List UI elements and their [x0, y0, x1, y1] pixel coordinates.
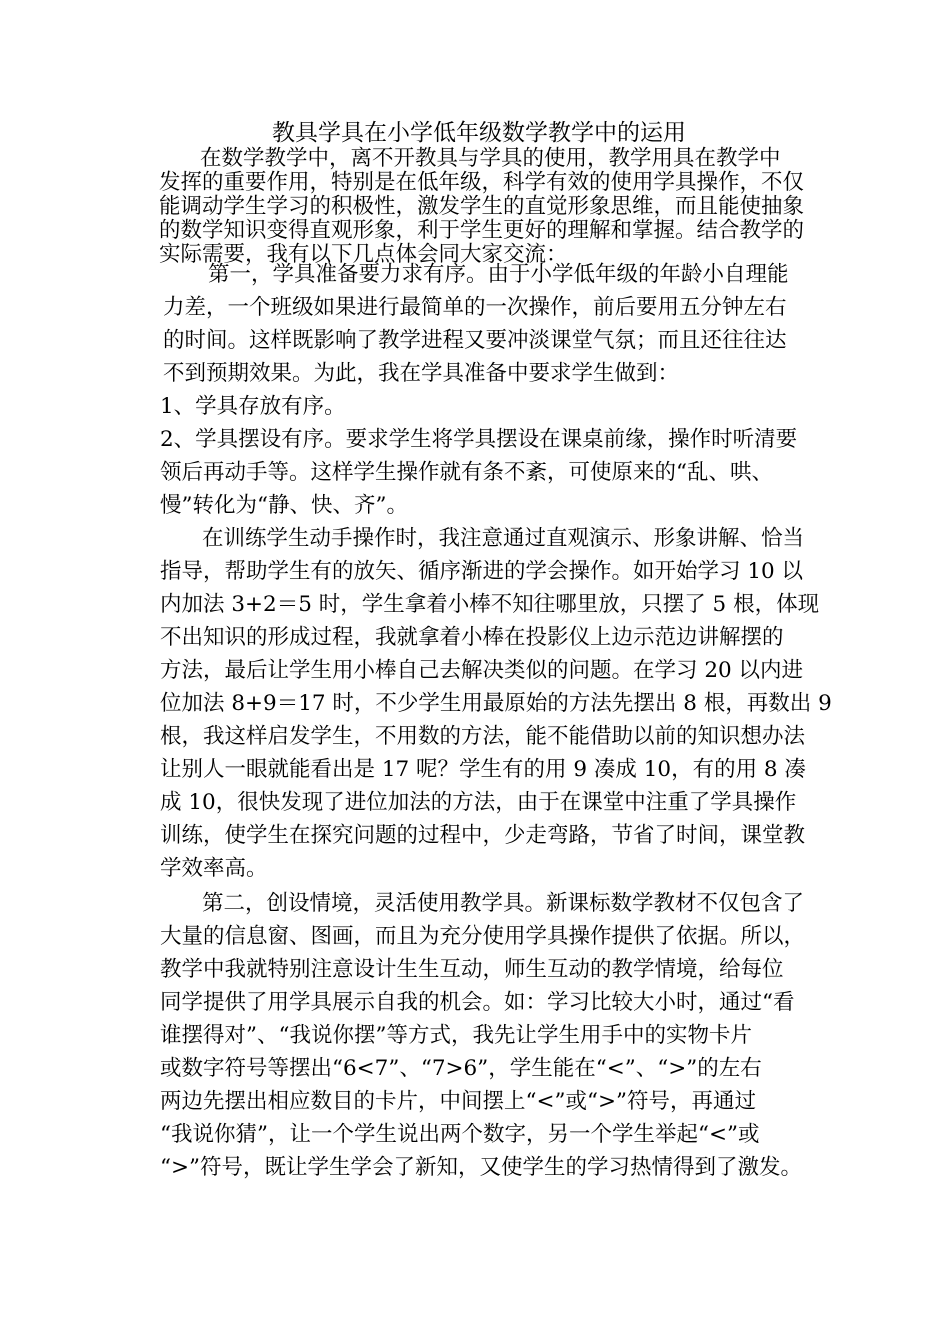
text-line: 实际需要，我有以下几点体会同大家交流： [159, 242, 568, 267]
text-line: 发挥的重要作用，特别是在低年级，科学有效的使用学具操作，不仅 [159, 170, 805, 195]
text-line: 的时间。这样既影响了教学进程又要冲淡课堂气氛；而且还往往达 [163, 328, 787, 353]
text-line: 或数字符号等摆出“6<7”、“7>6”，学生能在“<”、“>”的左右 [160, 1056, 762, 1081]
text-line: 教学中我就特别注意设计生生互动，师生互动的教学情境，给每位 [160, 957, 784, 982]
text-line: 位加法 8+9＝17 时，不少学生用最原始的方法先摆出 8 根，再数出 9 [160, 691, 832, 716]
text-line: 1、学具存放有序。 [160, 394, 346, 419]
text-line: 内加法 3+2＝5 时，学生拿着小棒不知往哪里放，只摆了 5 根，体现 [160, 592, 820, 617]
text-line: 领后再动手等。这样学生操作就有条不紊，可使原来的“乱、哄、 [160, 460, 773, 485]
text-line: 不出知识的形成过程，我就拿着小棒在投影仪上边示范边讲解摆的 [160, 625, 784, 650]
text-line: 训练，使学生在探究问题的过程中，少走弯路，节省了时间，课堂教 [160, 823, 806, 848]
text-line: 在训练学生动手操作时，我注意通过直观演示、形象讲解、恰当 [202, 526, 805, 551]
text-line: 谁摆得对”、“我说你摆”等方式，我先让学生用手中的实物卡片 [160, 1023, 752, 1048]
text-line: 的数学知识变得直观形象，利于学生更好的理解和掌握。结合教学的 [159, 218, 805, 243]
text-line: 同学提供了用学具展示自我的机会。如：学习比较大小时，通过“看 [160, 990, 795, 1015]
text-line: 慢”转化为“静、快、齐”。 [160, 493, 408, 518]
text-line: 第二，创设情境，灵活使用教学具。新课标数学教材不仅包含了 [202, 891, 805, 916]
text-line: “我说你猜”，让一个学生说出两个数字，另一个学生举起“<”或 [160, 1122, 760, 1147]
text-line: 不到预期效果。为此，我在学具准备中要求学生做到： [163, 361, 680, 386]
text-line: 第一，学具准备要力求有序。由于小学低年级的年龄小自理能 [208, 262, 789, 287]
document-title: 教具学具在小学低年级数学教学中的运用 [272, 120, 686, 146]
text-line: 让别人一眼就能看出是 17 呢？学生有的用 9 凑成 10，有的用 8 凑 [160, 757, 806, 782]
text-line: 指导，帮助学生有的放矢、循序渐进的学会操作。如开始学习 10 以 [160, 559, 804, 584]
text-line: 两边先摆出相应数目的卡片，中间摆上“<”或“>”符号，再通过 [160, 1089, 756, 1114]
text-line: 方法，最后让学生用小棒自己去解决类似的问题。在学习 20 以内进 [160, 658, 804, 683]
text-line: 力差，一个班级如果进行最简单的一次操作，前后要用五分钟左右 [163, 295, 787, 320]
text-line: “>”符号，既让学生学会了新知，又使学生的学习热情得到了激发。 [160, 1155, 803, 1180]
text-line: 在数学教学中，离不开教具与学具的使用，教学用具在教学中 [200, 146, 781, 171]
text-line: 大量的信息窗、图画，而且为充分使用学具操作提供了依据。所以， [160, 924, 806, 949]
text-line: 学效率高。 [160, 856, 268, 881]
text-line: 成 10，很快发现了进位加法的方法，由于在课堂中注重了学具操作 [160, 790, 797, 815]
text-line: 2、学具摆设有序。要求学生将学具摆设在课桌前缘，操作时听清要 [160, 427, 798, 452]
text-line: 能调动学生学习的积极性，激发学生的直觉形象思维，而且能使抽象 [159, 194, 805, 219]
text-line: 根，我这样启发学生，不用数的方法，能不能借助以前的知识想办法 [160, 724, 806, 749]
